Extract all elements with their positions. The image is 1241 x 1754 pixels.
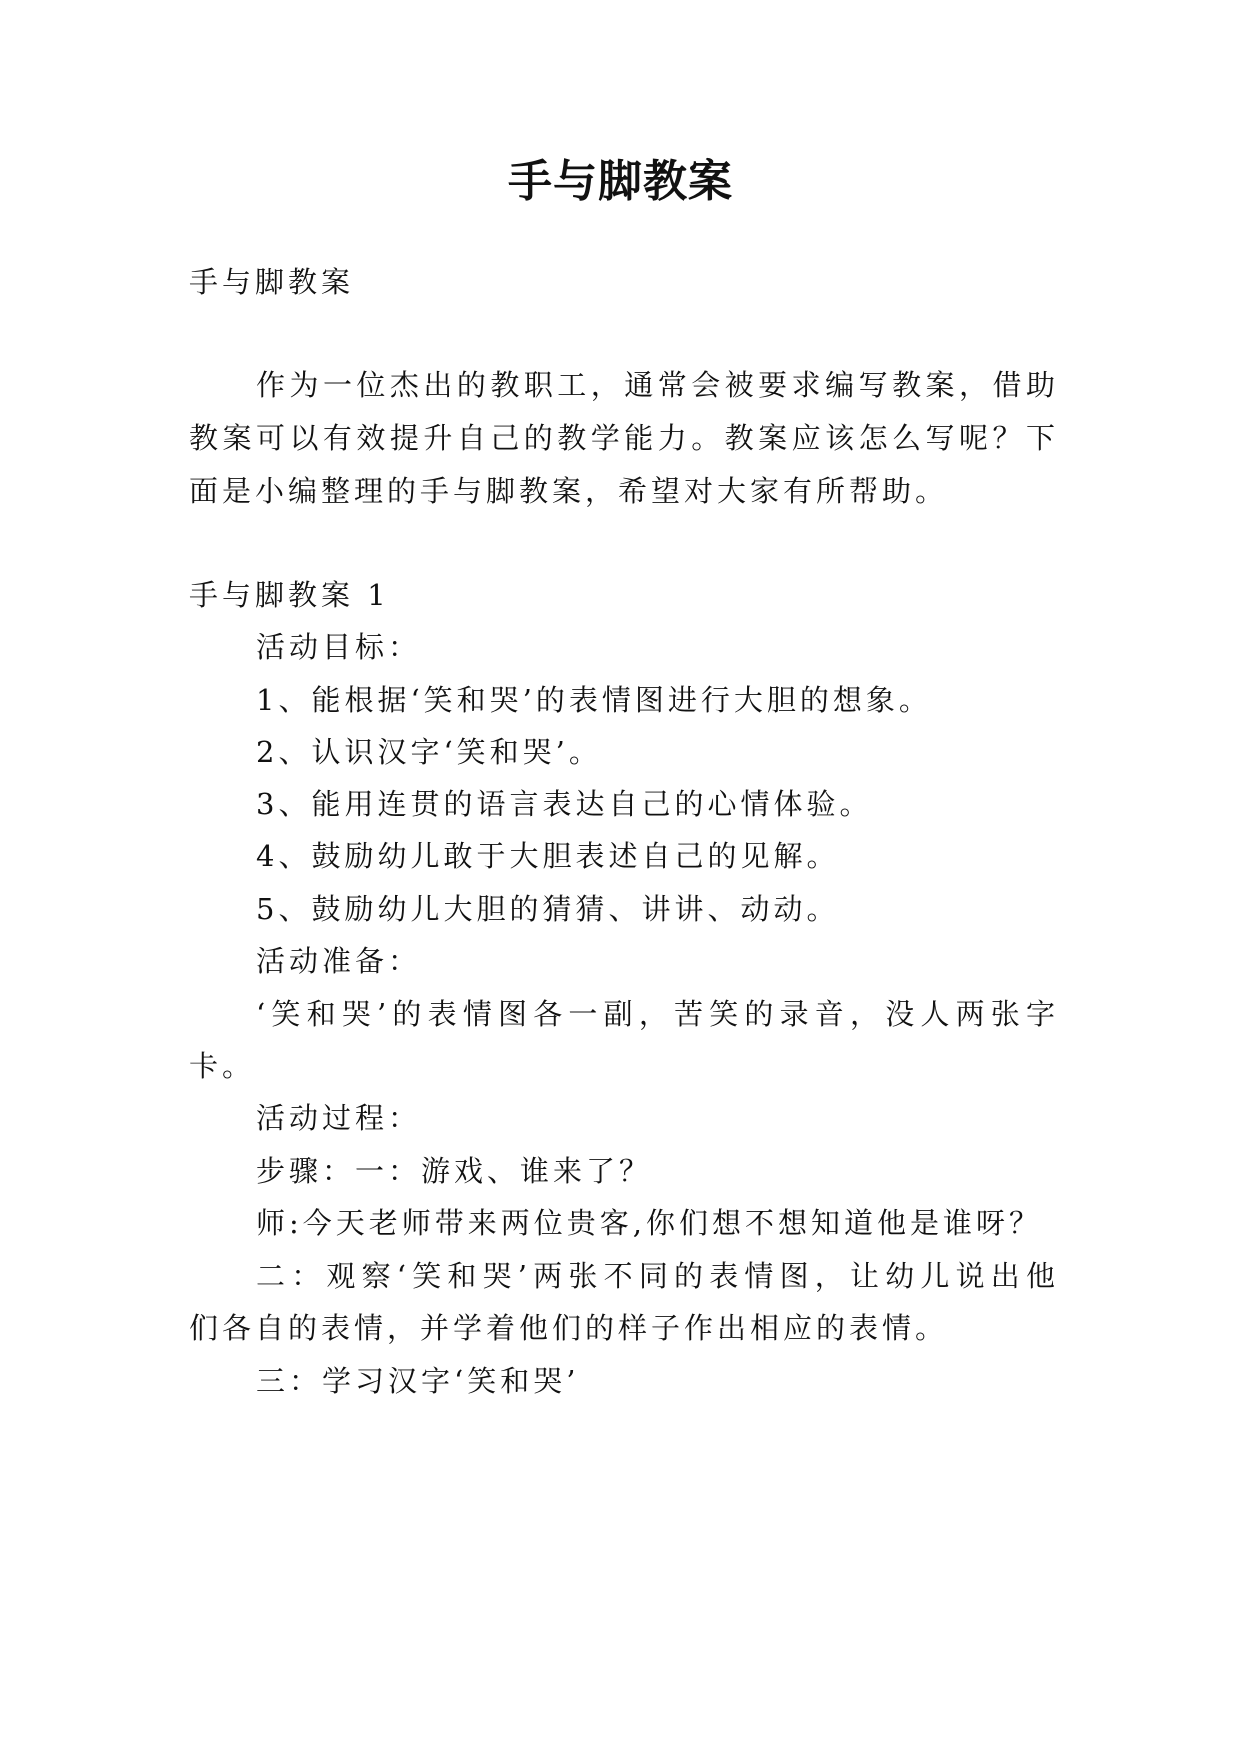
- process-step-3: 三：学习汉字‘笑和哭’: [256, 1364, 580, 1398]
- process-step-2-line-1: 二：观察‘笑和哭’两张不同的表情图，让幼儿说出他: [256, 1259, 1059, 1293]
- intro-line-2: 教案可以有效提升自己的教学能力。教案应该怎么写呢？下: [189, 421, 1059, 455]
- document-subtitle: 手与脚教案: [189, 265, 355, 299]
- intro-line-3: 面是小编整理的手与脚教案，希望对大家有所帮助。: [189, 474, 949, 508]
- objectives-heading: 活动目标：: [256, 630, 422, 664]
- objective-item-2: 2、认识汉字‘笑和哭’。: [256, 735, 602, 769]
- process-heading: 活动过程：: [256, 1101, 422, 1135]
- process-teacher-line: 师:今天老师带来两位贵客,你们想不想知道他是谁呀？: [256, 1206, 1042, 1240]
- intro-line-1: 作为一位杰出的教职工，通常会被要求编写教案，借助: [256, 368, 1059, 402]
- process-step-2-line-2: 们各自的表情，并学着他们的样子作出相应的表情。: [189, 1311, 949, 1345]
- objective-item-1: 1、能根据‘笑和哭’的表情图进行大胆的想象。: [256, 683, 932, 717]
- document-title: 手与脚教案: [508, 156, 733, 207]
- objective-item-3: 3、能用连贯的语言表达自己的心情体验。: [256, 787, 873, 821]
- process-step-1: 步骤：一：游戏、谁来了？: [256, 1154, 653, 1188]
- section-heading: 手与脚教案 1: [189, 578, 390, 612]
- objective-item-5: 5、鼓励幼儿大胆的猜猜、讲讲、动动。: [256, 892, 840, 926]
- objective-item-4: 4、鼓励幼儿敢于大胆表述自己的见解。: [256, 839, 840, 873]
- preparation-line-2: 卡。: [189, 1049, 256, 1083]
- preparation-line-1: ‘笑和哭’的表情图各一副，苦笑的录音，没人两张字: [256, 997, 1059, 1031]
- preparation-heading: 活动准备：: [256, 944, 422, 978]
